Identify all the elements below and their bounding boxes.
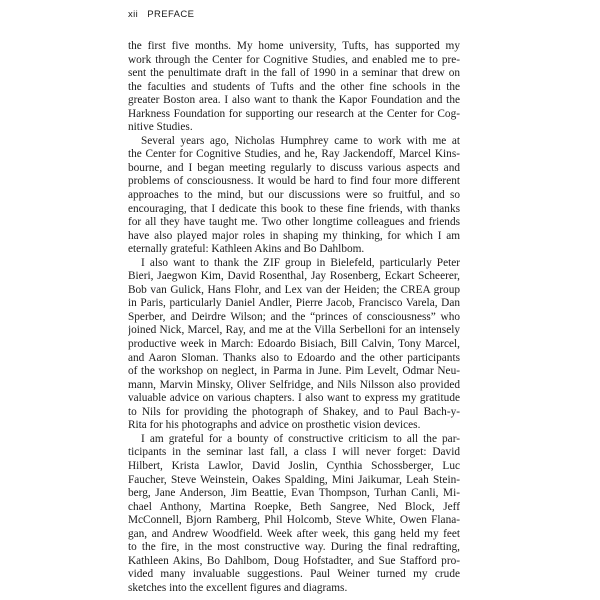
text-line: valuable advice on various chapters. I also want to express my gratitude (128, 392, 460, 405)
text-line: sketches into the excellent figures and diagrams. (128, 581, 348, 594)
text-line: berg, Jane Anderson, Jim Beattie, Evan Thompson, Turhan Canli, Mi- (128, 487, 460, 500)
text-line: bourne, and I began meeting regularly to discuss various aspects and (128, 161, 460, 174)
text-line: greater Boston area. I also want to thank the Kapor Foundation and the (128, 94, 460, 107)
paragraph (128, 433, 460, 596)
text-line: work through the Center for Cognitive Studies, and enabled me to pre- (128, 53, 460, 66)
text-line: Several years ago, Nicholas Humphrey came to work with me at (141, 134, 460, 147)
text-line: problems of consciousness. It would be hard to find four more different (128, 175, 460, 188)
text-line: McConnell, Bjorn Ramberg, Phil Holcomb, Steve White, Owen Flana- (128, 514, 460, 527)
text-line: Bieri, Jaegwon Kim, David Rosenthal, Jay Rosenberg, Eckart Scheerer, (128, 270, 460, 283)
text-line: joined Nick, Marcel, Ray, and me at the Villa Serbelloni for an intensely (128, 324, 460, 337)
paragraph (128, 257, 460, 433)
text-line: gan, and Andrew Woodfield. Week after week, this gang held my feet (128, 527, 460, 540)
page-number: xii (128, 9, 139, 20)
text-line: the first five months. My home university, Tufts, has supported my (128, 40, 460, 52)
text-line: Kathleen Akins, Bo Dahlbom, Doug Hofstadter, and Sue Stafford pro- (128, 554, 460, 567)
text-line: ticipants in the seminar last fall, a class I will never forget: David (128, 446, 460, 459)
running-title: PREFACE (147, 9, 195, 20)
text-line: encouraging, that I dedicate this book to these fine friends, with thanks (128, 202, 460, 215)
text-line: eternally grateful: Kathleen Akins and Bo Dahlbom. (128, 243, 365, 256)
text-line: and Aaron Sloman. Thanks also to Edoardo and the other participants (128, 351, 460, 364)
text-line: Bob van Gulick, Hans Flohr, and Lex van der Heiden; the CREA group (128, 283, 460, 296)
text-line: nitive Studies. (128, 121, 193, 134)
text-line: in Paris, particularly Daniel Andler, Pierre Jacob, Francisco Varela, Dan (128, 297, 460, 310)
text-line: chael Anthony, Martina Roepke, Beth Sangree, Ned Block, Jeff (128, 500, 460, 513)
text-line: to the fire, in the most constructive way. During the final redrafting, (128, 541, 460, 554)
text-line: Sperber, and Deirdre Wilson; and the “princes of consciousness” who (128, 310, 460, 323)
text-line: I am grateful for a bounty of constructive criticism to all the par- (141, 432, 460, 445)
body-text (128, 40, 460, 595)
text-line: have also played major roles in shaping my thinking, for which I am (128, 229, 460, 242)
text-line: to Nils for providing the photograph of Shakey, and to Paul Bach-y- (128, 405, 460, 418)
text-line: Hilbert, Krista Lawlor, David Joslin, Cynthia Schossberger, Luc (128, 459, 460, 472)
text-line: the faculties and students of Tufts and the other fine schools in the (128, 80, 460, 93)
text-line: approaches to the mind, but our discussions were so fruitful, and so (128, 189, 460, 202)
text-line: for all they have taught me. Two other longtime colleagues and friends (128, 216, 460, 229)
text-line: Rita for his photographs and advice on prosthetic vision devices. (128, 419, 421, 432)
text-line: of the workshop on neglect, in Parma in June. Pim Levelt, Odmar Neu- (128, 365, 460, 378)
text-line: the Center for Cognitive Studies, and he, Ray Jackendoff, Marcel Kins- (128, 148, 460, 161)
paragraph (128, 40, 460, 135)
text-line: vided many invaluable suggestions. Paul Weiner turned my crude (128, 568, 460, 581)
running-header (128, 9, 194, 20)
paragraph (128, 135, 460, 257)
text-line: Faucher, Steve Weinstein, Oakes Spalding, Mini Jaikumar, Leah Stein- (128, 473, 460, 486)
text-line: Harkness Foundation for supporting our research at the Center for Cog- (128, 107, 460, 120)
text-line: I also want to thank the ZIF group in Bielefeld, particularly Peter (141, 256, 460, 269)
text-line: sent the penultimate draft in the fall of 1990 in a seminar that drew on (128, 67, 460, 80)
text-line: productive week in March: Edoardo Bisiach, Bill Calvin, Tony Marcel, (128, 338, 460, 351)
text-line: mann, Marvin Minsky, Oliver Selfridge, and Nils Nilsson also provided (128, 378, 460, 391)
